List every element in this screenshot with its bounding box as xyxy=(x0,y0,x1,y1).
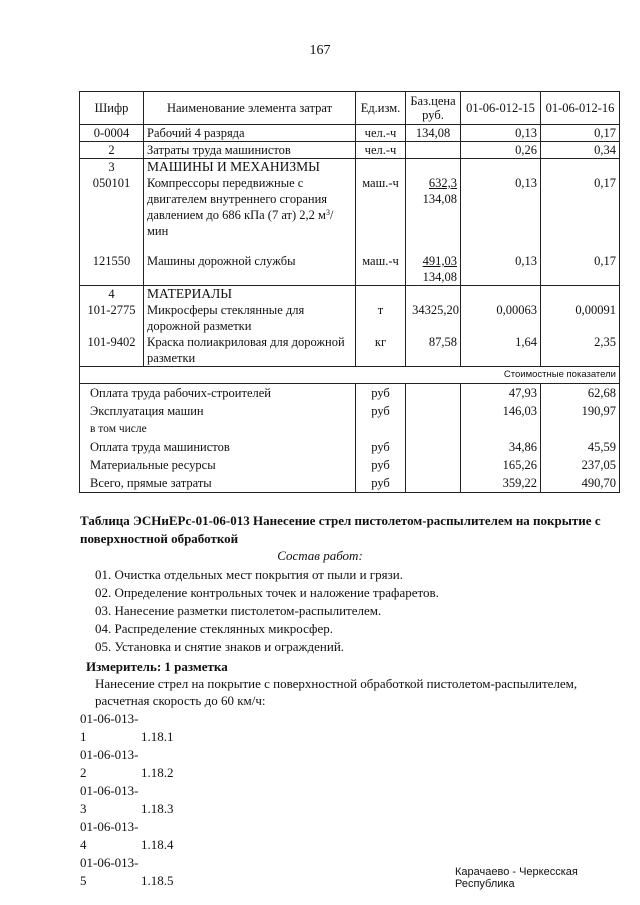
code-row xyxy=(80,854,174,890)
summary-value-15 xyxy=(461,420,541,438)
works-heading: Состав работ: xyxy=(277,548,363,563)
section-header-materials xyxy=(80,286,620,303)
cost-indicators-label: Стоимостные показатели xyxy=(80,367,620,384)
row-name: Компрессоры передвижные с двигателем внутреннего сгорания давлением до 686 кПа (7 ат) 2,2 $м^3$/мин xyxy=(144,175,356,253)
row-price: 87,58 xyxy=(406,334,461,367)
row-value-15: 0,00063 xyxy=(461,302,541,334)
code-row xyxy=(80,746,174,782)
summary-value-16: 490,70 xyxy=(541,474,620,493)
row-value-16: 0,17 xyxy=(541,253,620,286)
row-price: 34325,20 xyxy=(406,302,461,334)
row-code: 101-9402 xyxy=(80,334,144,367)
summary-unit xyxy=(356,420,406,438)
codes-list xyxy=(80,710,174,890)
summary-value-16: 237,05 xyxy=(541,456,620,474)
section-number: 3 xyxy=(80,159,144,176)
row-unit: чел.-ч xyxy=(356,125,406,142)
code-row xyxy=(80,710,174,746)
row-unit: кг xyxy=(356,334,406,367)
code-ref: 1.18.1 xyxy=(141,729,174,744)
works-item: 03. Нанесение разметки пистолетом-распылителем. xyxy=(95,603,382,618)
summary-unit: руб xyxy=(356,402,406,420)
summary-row xyxy=(80,456,620,474)
summary-row xyxy=(80,438,620,456)
code-ref: 1.18.3 xyxy=(141,801,174,816)
page-number: 167 xyxy=(309,43,331,58)
section-title: МАТЕРИАЛЫ xyxy=(144,286,356,303)
summary-value-16: 45,59 xyxy=(541,438,620,456)
summary-unit: руб xyxy=(356,474,406,493)
summary-row xyxy=(80,474,620,493)
summary-value-15: 146,03 xyxy=(461,402,541,420)
works-item: 05. Установка и снятие знаков и ограждений. xyxy=(95,639,345,654)
row-name: Машины дорожной службы xyxy=(144,253,356,286)
row-code: 101-2775 xyxy=(80,302,144,334)
code-row xyxy=(80,818,174,854)
code: 01-06-013-3 xyxy=(80,783,139,816)
row-name: Краска полиакриловая для дорожной разметки xyxy=(144,334,356,367)
summary-label: Эксплуатация машин xyxy=(80,402,356,420)
description: Нанесение стрел на покрытие с поверхностной обработкой пистолетом-распылителем, расчетная скорость до 60 км/ч: xyxy=(95,676,578,708)
row-code: 050101 xyxy=(80,175,144,253)
row-value-16: 0,00091 xyxy=(541,302,620,334)
summary-row xyxy=(80,420,620,438)
summary-value-15: 47,93 xyxy=(461,384,541,403)
row-unit: чел.-ч xyxy=(356,142,406,159)
summary-value-15: 165,26 xyxy=(461,456,541,474)
works-list xyxy=(95,566,439,656)
header-col-16: 01-06-012-16 xyxy=(541,92,620,125)
row-name: Затраты труда машинистов xyxy=(144,142,356,159)
header-unit: Ед.изм. xyxy=(356,92,406,125)
code-row xyxy=(80,782,174,818)
row-value-15: 0,13 xyxy=(461,253,541,286)
works-item: 01. Очистка отдельных мест покрытия от пыли и грязи. xyxy=(95,567,403,582)
table-row xyxy=(80,253,620,286)
table-row xyxy=(80,334,620,367)
row-price: 134,08 xyxy=(406,125,461,142)
row-value-16: 0,17 xyxy=(541,175,620,253)
row-unit: т xyxy=(356,302,406,334)
row-code: 2 xyxy=(80,142,144,159)
table-row xyxy=(80,175,620,253)
row-price: 491,03 134,08 xyxy=(406,253,461,286)
summary-unit: руб xyxy=(356,384,406,403)
cost-table xyxy=(79,91,620,493)
row-value-15: 0,13 xyxy=(461,125,541,142)
summary-unit: руб xyxy=(356,438,406,456)
summary-value-15: 359,22 xyxy=(461,474,541,493)
code-ref: 1.18.4 xyxy=(141,837,174,852)
header-price: Баз.цена руб. xyxy=(406,92,461,125)
row-value-16: 2,35 xyxy=(541,334,620,367)
row-unit: маш.-ч xyxy=(356,175,406,253)
summary-label: в том числе xyxy=(80,420,356,438)
code: 01-06-013-5 xyxy=(80,855,139,888)
header-name: Наименование элемента затрат xyxy=(144,92,356,125)
header-code: Шифр xyxy=(80,92,144,125)
works-item: 02. Определение контрольных точек и наложение трафаретов. xyxy=(95,585,439,600)
summary-label: Оплата труда рабочих-строителей xyxy=(80,384,356,403)
row-code: 0-0004 xyxy=(80,125,144,142)
table-row xyxy=(80,142,620,159)
summary-unit: руб xyxy=(356,456,406,474)
header-col-15: 01-06-012-15 xyxy=(461,92,541,125)
row-name: Микросферы стеклянные для дорожной разметки xyxy=(144,302,356,334)
works-item: 04. Распределение стеклянных микросфер. xyxy=(95,621,333,636)
summary-value-16: 190,97 xyxy=(541,402,620,420)
code-ref: 1.18.2 xyxy=(141,765,174,780)
summary-label: Материальные ресурсы xyxy=(80,456,356,474)
summary-row xyxy=(80,402,620,420)
code: 01-06-013-2 xyxy=(80,747,139,780)
section-title: Таблица ЭСНиЕРс-01-06-013 Нанесение стрел пистолетом-распылителем на покрытие с поверхностной обработкой xyxy=(80,513,601,546)
table-row xyxy=(80,125,620,142)
table-header-row xyxy=(80,92,620,125)
summary-value-16: 62,68 xyxy=(541,384,620,403)
row-value-15: 1,64 xyxy=(461,334,541,367)
code-ref: 1.18.5 xyxy=(141,873,174,888)
row-value-15: 0,26 xyxy=(461,142,541,159)
summary-value-16 xyxy=(541,420,620,438)
row-code: 121550 xyxy=(80,253,144,286)
row-price xyxy=(406,142,461,159)
row-value-15: 0,13 xyxy=(461,175,541,253)
summary-label: Всего, прямые затраты xyxy=(80,474,356,493)
row-name: Рабочий 4 разряда xyxy=(144,125,356,142)
row-value-16: 0,34 xyxy=(541,142,620,159)
summary-row xyxy=(80,384,620,403)
table-row xyxy=(80,302,620,334)
footer-region: Карачаево - Черкесская Республика xyxy=(455,866,578,890)
row-value-16: 0,17 xyxy=(541,125,620,142)
cost-indicators-row xyxy=(80,367,620,384)
section-number: 4 xyxy=(80,286,144,303)
summary-value-15: 34,86 xyxy=(461,438,541,456)
summary-label: Оплата труда машинистов xyxy=(80,438,356,456)
section-header-machines xyxy=(80,159,620,176)
measure-label: Измеритель: 1 разметка xyxy=(86,659,228,674)
section-title: МАШИНЫ И МЕХАНИЗМЫ xyxy=(144,159,356,176)
code: 01-06-013-1 xyxy=(80,711,139,744)
row-price: 632,3 134,08 xyxy=(406,175,461,253)
code: 01-06-013-4 xyxy=(80,819,139,852)
row-unit: маш.-ч xyxy=(356,253,406,286)
